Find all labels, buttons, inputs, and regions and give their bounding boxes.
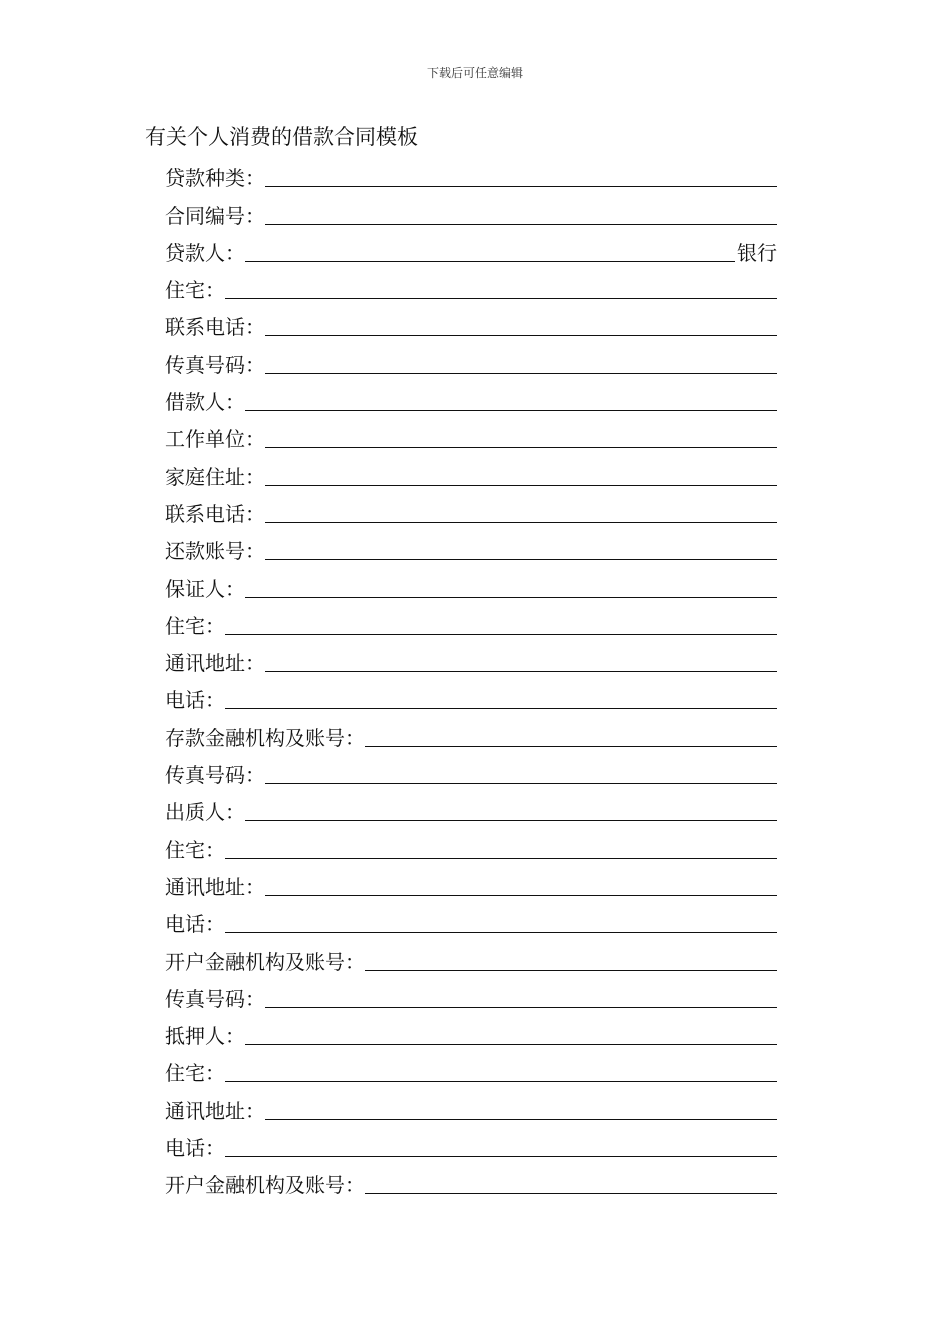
field-label: 住宅： bbox=[165, 1061, 225, 1086]
form-row bbox=[165, 231, 777, 268]
fill-in-blank[interactable] bbox=[265, 223, 777, 225]
form-row bbox=[165, 492, 777, 529]
field-label: 贷款种类： bbox=[165, 166, 265, 191]
fill-in-blank[interactable] bbox=[245, 1043, 777, 1045]
form-row bbox=[165, 1051, 777, 1088]
fill-in-blank[interactable] bbox=[245, 819, 777, 821]
form-row bbox=[165, 790, 777, 827]
field-suffix: 银行 bbox=[737, 240, 777, 265]
field-label: 联系电话： bbox=[165, 315, 265, 340]
form-row bbox=[165, 939, 777, 976]
fill-in-blank[interactable] bbox=[265, 782, 777, 784]
fill-in-blank[interactable] bbox=[265, 185, 777, 187]
form-row bbox=[165, 566, 777, 603]
field-label: 传真号码： bbox=[165, 763, 265, 788]
fill-in-blank[interactable] bbox=[245, 409, 777, 411]
field-label: 保证人： bbox=[165, 576, 245, 601]
field-label: 借款人： bbox=[165, 390, 245, 415]
field-label: 住宅： bbox=[165, 837, 225, 862]
field-label: 出质人： bbox=[165, 800, 245, 825]
form-row bbox=[165, 529, 777, 566]
field-label: 贷款人： bbox=[165, 240, 245, 265]
fill-in-blank[interactable] bbox=[365, 1192, 777, 1194]
form-row bbox=[165, 193, 777, 230]
fill-in-blank[interactable] bbox=[365, 745, 777, 747]
field-label: 存款金融机构及账号： bbox=[165, 725, 365, 750]
fill-in-blank[interactable] bbox=[265, 558, 777, 560]
field-label: 住宅： bbox=[165, 613, 225, 638]
fill-in-blank[interactable] bbox=[265, 446, 777, 448]
field-label: 开户金融机构及账号： bbox=[165, 949, 365, 974]
form-row bbox=[165, 156, 777, 193]
form-row bbox=[165, 827, 777, 864]
fill-in-blank[interactable] bbox=[265, 372, 777, 374]
field-label: 传真号码： bbox=[165, 352, 265, 377]
field-label: 电话： bbox=[165, 912, 225, 937]
field-label: 还款账号： bbox=[165, 539, 265, 564]
form-row bbox=[165, 342, 777, 379]
field-label: 合同编号： bbox=[165, 203, 265, 228]
fill-in-blank[interactable] bbox=[265, 521, 777, 523]
page-header: 下载后可任意编辑 bbox=[426, 66, 523, 80]
form-row bbox=[165, 865, 777, 902]
fill-in-blank[interactable] bbox=[245, 260, 735, 262]
form-row bbox=[165, 417, 777, 454]
field-label: 通讯地址： bbox=[165, 651, 265, 676]
fill-in-blank[interactable] bbox=[225, 297, 777, 299]
form-row bbox=[165, 604, 777, 641]
field-label: 传真号码： bbox=[165, 986, 265, 1011]
field-label: 电话： bbox=[165, 688, 225, 713]
form-row bbox=[165, 678, 777, 715]
form-row bbox=[165, 641, 777, 678]
fill-in-blank[interactable] bbox=[265, 1006, 777, 1008]
form-row bbox=[165, 977, 777, 1014]
fill-in-blank[interactable] bbox=[225, 1080, 777, 1082]
fill-in-blank[interactable] bbox=[245, 596, 777, 598]
form-row bbox=[165, 902, 777, 939]
form-row bbox=[165, 1163, 777, 1200]
form-row bbox=[165, 1088, 777, 1125]
field-label: 抵押人： bbox=[165, 1024, 245, 1049]
fill-in-blank[interactable] bbox=[265, 484, 777, 486]
document-title: 有关个人消费的借款合同模板 bbox=[145, 125, 418, 149]
fill-in-blank[interactable] bbox=[225, 857, 777, 859]
field-label: 通讯地址： bbox=[165, 874, 265, 899]
form-row bbox=[165, 1126, 777, 1163]
fill-in-blank[interactable] bbox=[265, 334, 777, 336]
field-label: 通讯地址： bbox=[165, 1098, 265, 1123]
form-row bbox=[165, 1014, 777, 1051]
form-row bbox=[165, 454, 777, 491]
form-row bbox=[165, 268, 777, 305]
fill-in-blank[interactable] bbox=[265, 894, 777, 896]
form-row bbox=[165, 380, 777, 417]
field-label: 家庭住址： bbox=[165, 464, 265, 489]
fill-in-blank[interactable] bbox=[265, 670, 777, 672]
field-label: 开户金融机构及账号： bbox=[165, 1173, 365, 1198]
form-fields bbox=[165, 156, 777, 1200]
field-label: 住宅： bbox=[165, 278, 225, 303]
fill-in-blank[interactable] bbox=[365, 969, 777, 971]
fill-in-blank[interactable] bbox=[265, 1118, 777, 1120]
form-row bbox=[165, 305, 777, 342]
form-row bbox=[165, 715, 777, 752]
field-label: 联系电话： bbox=[165, 501, 265, 526]
field-label: 电话： bbox=[165, 1136, 225, 1161]
fill-in-blank[interactable] bbox=[225, 633, 777, 635]
fill-in-blank[interactable] bbox=[225, 931, 777, 933]
form-row bbox=[165, 753, 777, 790]
field-label: 工作单位： bbox=[165, 427, 265, 452]
fill-in-blank[interactable] bbox=[225, 1155, 777, 1157]
fill-in-blank[interactable] bbox=[225, 707, 777, 709]
